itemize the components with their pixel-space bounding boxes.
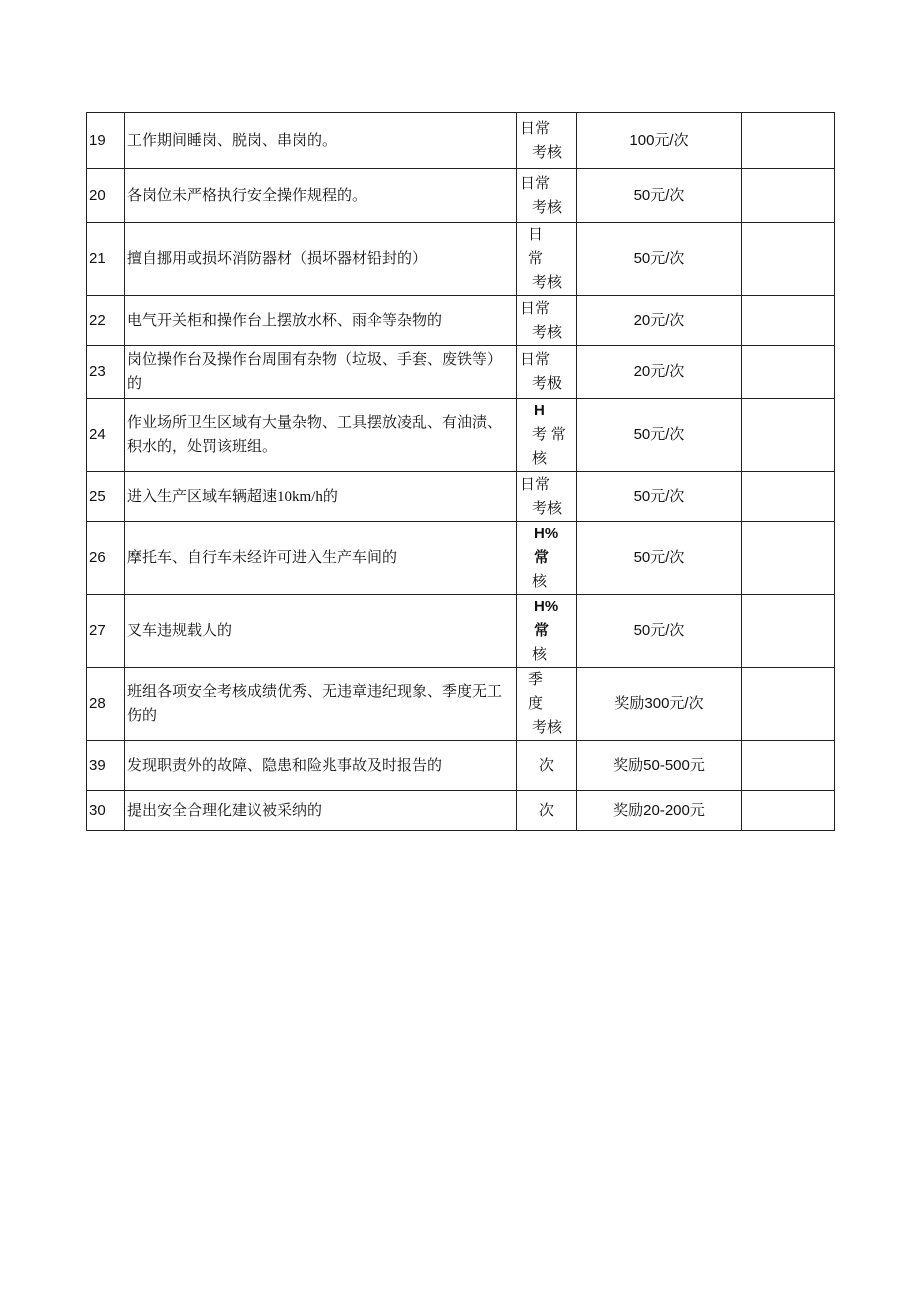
assessment-frequency: [517, 399, 577, 472]
assessment-frequency: [517, 522, 577, 595]
row-number: 21: [87, 223, 125, 296]
row-number: 19: [87, 113, 125, 169]
frequency-line-1: 季度: [528, 672, 554, 712]
assessment-frequency: [517, 741, 577, 791]
table-row: [87, 668, 835, 741]
table-body: [87, 113, 835, 831]
table-row: [87, 169, 835, 223]
row-number: 27: [87, 595, 125, 668]
row-number: 25: [87, 472, 125, 522]
assessment-frequency: [517, 296, 577, 346]
table-row: [87, 595, 835, 668]
row-number: 39: [87, 741, 125, 791]
remarks-cell: [742, 296, 835, 346]
row-number: 28: [87, 668, 125, 741]
rule-description: 班组各项安全考核成绩优秀、无违章违纪现象、季度无工伤的: [125, 668, 517, 741]
assessment-frequency: [517, 346, 577, 399]
rule-description: 叉车违规载人的: [125, 595, 517, 668]
remarks-cell: [742, 741, 835, 791]
penalty-amount: 100元/次: [577, 113, 742, 169]
table-row: [87, 296, 835, 346]
frequency-line-2: 考核: [532, 199, 563, 216]
table-row: [87, 399, 835, 472]
penalty-amount: 50元/次: [577, 595, 742, 668]
frequency-line-1: H% 常: [534, 598, 559, 639]
remarks-cell: [742, 791, 835, 831]
row-number: 23: [87, 346, 125, 399]
assessment-frequency: [517, 595, 577, 668]
row-number: 24: [87, 399, 125, 472]
penalty-amount: 20元/次: [577, 296, 742, 346]
penalty-amount: 50元/次: [577, 399, 742, 472]
rule-description: 电气开关柜和操作台上摆放水杯、雨伞等杂物的: [125, 296, 517, 346]
penalty-amount: 50元/次: [577, 169, 742, 223]
table-row: [87, 113, 835, 169]
frequency-line-2: 考极: [532, 376, 563, 392]
penalty-amount: 50元/次: [577, 472, 742, 522]
row-number: 30: [87, 791, 125, 831]
rule-description: 各岗位未严格执行安全操作规程的。: [125, 169, 517, 223]
row-number: 22: [87, 296, 125, 346]
frequency-line-1: 日常: [520, 476, 551, 493]
frequency-line-2: 考核: [532, 144, 563, 161]
table-row: [87, 472, 835, 522]
row-number: 20: [87, 169, 125, 223]
assessment-frequency: [517, 113, 577, 169]
rule-description: 擅自挪用或损坏消防器材（损坏器材铅封的）: [125, 223, 517, 296]
frequency-line-1: 次: [538, 757, 554, 774]
remarks-cell: [742, 223, 835, 296]
frequency-line-2: 核: [532, 574, 548, 590]
table-row: [87, 346, 835, 399]
rule-description: 摩托车、自行车未经许可进入生产车间的: [125, 522, 517, 595]
frequency-line-1: 日常: [520, 120, 551, 137]
penalty-amount: 奖励20-200元: [577, 791, 742, 831]
frequency-line-2: 考核: [532, 720, 563, 736]
frequency-line-1: 日常: [520, 300, 551, 317]
table-row: [87, 223, 835, 296]
frequency-line-2: 考 常 核: [532, 427, 566, 467]
penalty-amount: 50元/次: [577, 223, 742, 296]
frequency-line-2: 考核: [532, 275, 563, 291]
remarks-cell: [742, 472, 835, 522]
frequency-line-2: 考核: [532, 324, 563, 341]
assessment-frequency: [517, 223, 577, 296]
remarks-cell: [742, 399, 835, 472]
assessment-table: [86, 112, 835, 831]
assessment-frequency: [517, 169, 577, 223]
remarks-cell: [742, 668, 835, 741]
table-row: [87, 741, 835, 791]
remarks-cell: [742, 522, 835, 595]
table-row: [87, 522, 835, 595]
rule-description: 发现职责外的故障、隐患和险兆事故及时报告的: [125, 741, 517, 791]
rule-description: 工作期间睡岗、脱岗、串岗的。: [125, 113, 517, 169]
assessment-frequency: [517, 668, 577, 741]
rule-description: 提出安全合理化建议被采纳的: [125, 791, 517, 831]
remarks-cell: [742, 346, 835, 399]
remarks-cell: [742, 595, 835, 668]
frequency-line-1: H: [534, 402, 545, 419]
rule-description: 进入生产区域车辆超速10km/h的: [125, 472, 517, 522]
frequency-line-1: 日常: [528, 227, 554, 267]
frequency-line-2: 考核: [532, 500, 563, 517]
frequency-line-1: H% 常: [534, 525, 559, 566]
rule-description: 岗位操作台及操作台周围有杂物（垃圾、手套、废铁等）的: [125, 346, 517, 399]
frequency-line-1: 日常: [520, 175, 551, 192]
assessment-frequency: [517, 472, 577, 522]
penalty-amount: 奖励50-500元: [577, 741, 742, 791]
row-number: 26: [87, 522, 125, 595]
remarks-cell: [742, 169, 835, 223]
remarks-cell: [742, 113, 835, 169]
table-row: [87, 791, 835, 831]
frequency-line-2: 核: [532, 647, 548, 663]
penalty-amount: 奖励300元/次: [577, 668, 742, 741]
assessment-frequency: [517, 791, 577, 831]
rule-description: 作业场所卫生区域有大量杂物、工具摆放凌乱、有油渍、积水的，处罚该班组。: [125, 399, 517, 472]
penalty-amount: 50元/次: [577, 522, 742, 595]
frequency-line-1: 次: [538, 802, 554, 819]
penalty-amount: 20元/次: [577, 346, 742, 399]
frequency-line-1: 日常: [520, 352, 551, 368]
